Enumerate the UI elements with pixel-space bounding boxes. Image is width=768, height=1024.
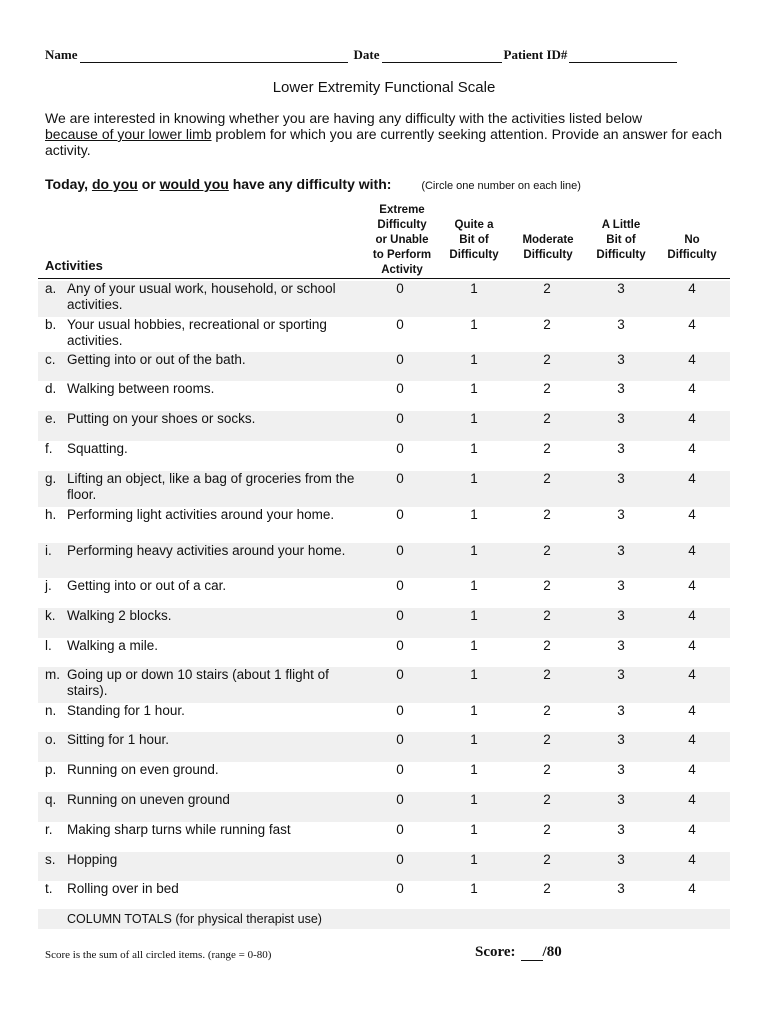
rating-option-4[interactable]: 4: [688, 792, 696, 807]
rating-option-4[interactable]: 4: [688, 411, 696, 426]
rating-option-1[interactable]: 1: [470, 352, 478, 367]
row-label: l.: [45, 638, 52, 653]
form-title: Lower Extremity Functional Scale: [272, 79, 496, 96]
row-label: k.: [45, 608, 56, 623]
row-label: e.: [45, 411, 57, 426]
row-activity-text: Going up or down 10 stairs (about 1 flight of stairs).: [67, 667, 329, 698]
rating-option-0[interactable]: 0: [396, 732, 404, 747]
row-activity-text: Any of your usual work, household, or school activities.: [67, 281, 336, 312]
table-row: [38, 281, 730, 317]
table-row: [38, 667, 730, 703]
table-row: [38, 317, 730, 352]
rating-option-0[interactable]: 0: [396, 441, 404, 456]
rating-option-1[interactable]: 1: [470, 281, 478, 296]
intro-text-1: We are interested in knowing whether you are having any difficulty with the activities listed below: [45, 110, 643, 126]
row-activity-text: Rolling over in bed: [67, 881, 179, 896]
rating-option-4[interactable]: 4: [688, 352, 696, 367]
row-label: j.: [45, 578, 52, 593]
rating-option-2[interactable]: 2: [543, 411, 551, 426]
rating-option-0[interactable]: 0: [396, 471, 404, 486]
rating-option-2[interactable]: 2: [543, 507, 551, 522]
row-label: g.: [45, 471, 57, 486]
table-row: [38, 543, 730, 578]
column-header-4: No Difficulty: [667, 234, 717, 261]
column-header-2: Moderate Difficulty: [522, 234, 574, 261]
column-totals-label: COLUMN TOTALS (for physical therapist use): [67, 912, 322, 926]
rating-option-4[interactable]: 4: [688, 881, 696, 896]
rating-option-0[interactable]: 0: [396, 411, 404, 426]
question-or: or: [137, 176, 160, 192]
rating-option-3[interactable]: 3: [617, 471, 625, 486]
row-activity-text: Getting into or out of a car.: [67, 578, 227, 593]
circle-instruction: (Circle one number on each line): [421, 180, 581, 192]
table-row: [38, 471, 730, 507]
table-row: [38, 792, 730, 822]
name-field[interactable]: [80, 49, 348, 63]
question-would-you: would you: [159, 176, 229, 192]
row-label: o.: [45, 732, 57, 747]
rating-option-0[interactable]: 0: [396, 543, 404, 558]
row-activity-text: Lifting an object, like a bag of groceries from the floor.: [67, 471, 355, 502]
rating-option-0[interactable]: 0: [396, 352, 404, 367]
intro-paragraph: [45, 110, 735, 158]
rating-option-0[interactable]: 0: [396, 792, 404, 807]
rating-option-3[interactable]: 3: [617, 792, 625, 807]
row-activity-text: Putting on your shoes or socks.: [67, 411, 256, 426]
rating-option-3[interactable]: 3: [617, 381, 625, 396]
rating-option-3[interactable]: 3: [617, 822, 625, 837]
rating-option-0[interactable]: 0: [396, 881, 404, 896]
table-row: [38, 441, 730, 471]
patient-id-label: Patient ID#: [503, 47, 568, 62]
rating-option-1[interactable]: 1: [470, 822, 478, 837]
rating-option-3[interactable]: 3: [617, 703, 625, 718]
row-label: f.: [45, 441, 53, 456]
table-row: [38, 762, 730, 792]
header-fields: [45, 47, 717, 63]
rating-option-4[interactable]: 4: [688, 507, 696, 522]
row-activity-text: Walking between rooms.: [67, 381, 215, 396]
rating-option-0[interactable]: 0: [396, 578, 404, 593]
rating-option-1[interactable]: 1: [470, 441, 478, 456]
intro-underlined-text: because of your lower limb: [45, 126, 212, 142]
score-field[interactable]: [521, 946, 543, 961]
rating-option-2[interactable]: 2: [543, 638, 551, 653]
table-row: [38, 638, 730, 667]
rating-option-3[interactable]: 3: [617, 852, 625, 867]
rating-option-1[interactable]: 1: [470, 732, 478, 747]
rating-option-1[interactable]: 1: [470, 317, 478, 332]
score-out-of: /80: [542, 944, 562, 960]
score-label: Score:: [475, 944, 516, 960]
rating-option-4[interactable]: 4: [688, 281, 696, 296]
rating-option-3[interactable]: 3: [617, 352, 625, 367]
rating-option-1[interactable]: 1: [470, 762, 478, 777]
row-activity-text: Walking a mile.: [67, 638, 159, 653]
rating-option-2[interactable]: 2: [543, 732, 551, 747]
rating-option-2[interactable]: 2: [543, 881, 551, 896]
rating-option-1[interactable]: 1: [470, 381, 478, 396]
rating-option-1[interactable]: 1: [470, 411, 478, 426]
rating-option-1[interactable]: 1: [470, 881, 478, 896]
row-activity-text: Walking 2 blocks.: [67, 608, 172, 623]
row-label: i.: [45, 543, 52, 558]
table-row: [38, 881, 730, 909]
table-row: [38, 507, 730, 543]
row-label: t.: [45, 881, 53, 896]
rating-option-3[interactable]: 3: [617, 762, 625, 777]
rating-option-0[interactable]: 0: [396, 281, 404, 296]
rating-option-3[interactable]: 3: [617, 667, 625, 682]
row-activity-text: Making sharp turns while running fast: [67, 822, 291, 837]
rating-option-1[interactable]: 1: [470, 667, 478, 682]
table-row: [38, 822, 730, 852]
rating-option-1[interactable]: 1: [470, 471, 478, 486]
rating-option-4[interactable]: 4: [688, 471, 696, 486]
rating-option-4[interactable]: 4: [688, 441, 696, 456]
rating-option-2[interactable]: 2: [543, 608, 551, 623]
row-activity-text: Getting into or out of the bath.: [67, 352, 246, 367]
row-label: d.: [45, 381, 57, 396]
rating-option-2[interactable]: 2: [543, 317, 551, 332]
table-row: [38, 352, 730, 381]
question-line: [45, 176, 735, 192]
rating-option-0[interactable]: 0: [396, 822, 404, 837]
rating-option-3[interactable]: 3: [617, 317, 625, 332]
column-header-1: Quite a Bit of Difficulty: [449, 219, 499, 261]
row-label: c.: [45, 352, 56, 367]
rating-option-0[interactable]: 0: [396, 852, 404, 867]
date-field[interactable]: [382, 49, 502, 63]
row-label: a.: [45, 281, 57, 296]
row-label: b.: [45, 317, 57, 332]
row-activity-text: Running on even ground.: [67, 762, 219, 777]
column-totals-row: [38, 909, 730, 929]
rating-option-0[interactable]: 0: [396, 608, 404, 623]
name-label: Name: [45, 47, 78, 62]
rating-option-2[interactable]: 2: [543, 441, 551, 456]
rating-option-1[interactable]: 1: [470, 852, 478, 867]
rating-option-2[interactable]: 2: [543, 281, 551, 296]
row-activity-text: Standing for 1 hour.: [67, 703, 185, 718]
score-box: [475, 944, 562, 961]
table-row: [38, 852, 730, 881]
rating-option-4[interactable]: 4: [688, 608, 696, 623]
table-row: [38, 381, 730, 411]
patient-id-field[interactable]: [569, 49, 677, 63]
rating-option-2[interactable]: 2: [543, 543, 551, 558]
rating-option-4[interactable]: 4: [688, 762, 696, 777]
rating-option-4[interactable]: 4: [688, 667, 696, 682]
activities-header: Activities: [45, 258, 103, 273]
row-label: r.: [45, 822, 53, 837]
rating-option-2[interactable]: 2: [543, 792, 551, 807]
rating-option-2[interactable]: 2: [543, 822, 551, 837]
table-row: [38, 732, 730, 762]
rating-option-3[interactable]: 3: [617, 411, 625, 426]
row-label: q.: [45, 792, 57, 807]
rating-option-4[interactable]: 4: [688, 822, 696, 837]
rating-option-0[interactable]: 0: [396, 507, 404, 522]
row-activity-text: Performing heavy activities around your home.: [67, 543, 346, 558]
table-row: [38, 703, 730, 732]
row-label: s.: [45, 852, 56, 867]
rating-option-2[interactable]: 2: [543, 381, 551, 396]
rating-option-1[interactable]: 1: [470, 543, 478, 558]
row-activity-text: Running on uneven ground: [67, 792, 230, 807]
rating-option-0[interactable]: 0: [396, 638, 404, 653]
rating-option-1[interactable]: 1: [470, 792, 478, 807]
date-label: Date: [353, 47, 380, 62]
question-rest: have any difficulty with:: [228, 176, 392, 192]
rating-option-4[interactable]: 4: [688, 578, 696, 593]
rating-option-3[interactable]: 3: [617, 543, 625, 558]
row-activity-text: Hopping: [67, 852, 118, 867]
row-label: n.: [45, 703, 57, 718]
rating-option-1[interactable]: 1: [470, 608, 478, 623]
intro-text-2: problem for which you are currently seeking attention. Provide an answer for each activity.: [45, 126, 723, 158]
row-activity-text: Performing light activities around your home.: [67, 507, 335, 522]
rating-option-4[interactable]: 4: [688, 381, 696, 396]
row-activity-text: Squatting.: [67, 441, 128, 456]
rating-option-3[interactable]: 3: [617, 732, 625, 747]
rating-option-2[interactable]: 2: [543, 471, 551, 486]
column-header-3: A Little Bit of Difficulty: [596, 219, 646, 261]
rating-option-4[interactable]: 4: [688, 852, 696, 867]
rating-option-2[interactable]: 2: [543, 852, 551, 867]
row-activity-text: Your usual hobbies, recreational or sporting activities.: [67, 317, 327, 348]
rating-option-3[interactable]: 3: [617, 441, 625, 456]
rating-option-3[interactable]: 3: [617, 507, 625, 522]
rating-option-3[interactable]: 3: [617, 281, 625, 296]
rating-option-3[interactable]: 3: [617, 608, 625, 623]
rating-option-4[interactable]: 4: [688, 732, 696, 747]
rating-option-1[interactable]: 1: [470, 638, 478, 653]
rating-option-0[interactable]: 0: [396, 667, 404, 682]
rating-option-4[interactable]: 4: [688, 543, 696, 558]
rating-option-4[interactable]: 4: [688, 317, 696, 332]
rating-option-0[interactable]: 0: [396, 703, 404, 718]
rating-option-3[interactable]: 3: [617, 578, 625, 593]
row-label: h.: [45, 507, 57, 522]
rating-option-2[interactable]: 2: [543, 762, 551, 777]
question-today: Today,: [45, 176, 92, 192]
row-label: m.: [45, 667, 60, 682]
rating-option-2[interactable]: 2: [543, 667, 551, 682]
rating-option-4[interactable]: 4: [688, 703, 696, 718]
row-label: p.: [45, 762, 57, 777]
row-activity-text: Sitting for 1 hour.: [67, 732, 170, 747]
rating-option-1[interactable]: 1: [470, 507, 478, 522]
rating-option-4[interactable]: 4: [688, 638, 696, 653]
rating-option-1[interactable]: 1: [470, 578, 478, 593]
rating-option-2[interactable]: 2: [543, 352, 551, 367]
column-header-0: Extreme Difficulty or Unable to Perform Activity: [372, 204, 432, 276]
rating-option-3[interactable]: 3: [617, 881, 625, 896]
rating-option-3[interactable]: 3: [617, 638, 625, 653]
rating-option-1[interactable]: 1: [470, 703, 478, 718]
table-row: [38, 608, 730, 638]
rating-option-0[interactable]: 0: [396, 317, 404, 332]
table-row: [38, 411, 730, 441]
rating-option-2[interactable]: 2: [543, 578, 551, 593]
rating-option-2[interactable]: 2: [543, 703, 551, 718]
rating-option-0[interactable]: 0: [396, 381, 404, 396]
table-row: [38, 578, 730, 608]
score-footnote: Score is the sum of all circled items. (range = 0-80): [45, 949, 272, 961]
header-divider: [38, 278, 730, 279]
rating-option-0[interactable]: 0: [396, 762, 404, 777]
question-do-you: do you: [91, 176, 138, 192]
